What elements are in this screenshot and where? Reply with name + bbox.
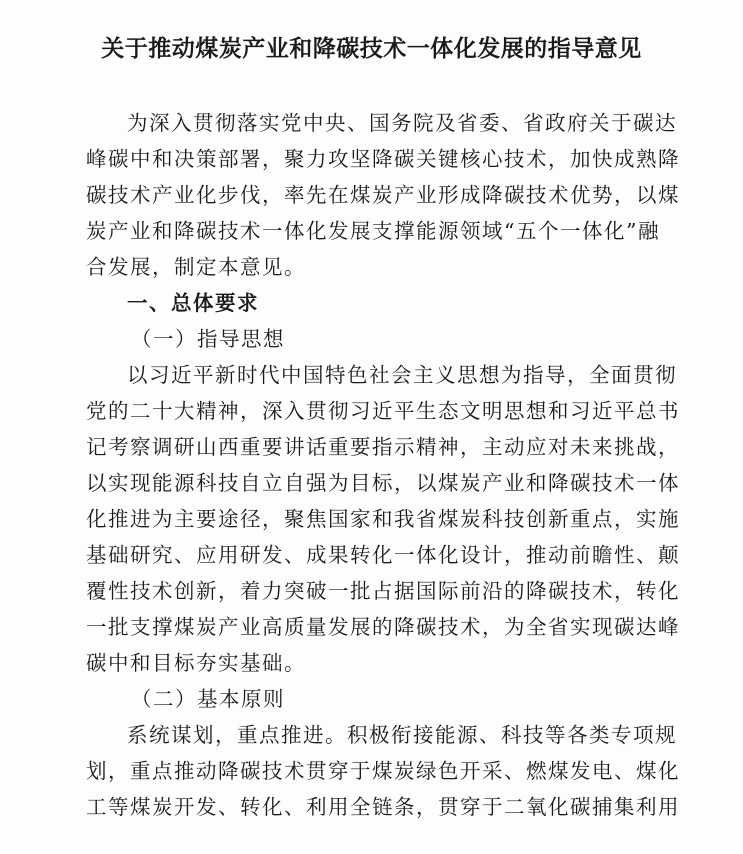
- paragraph-line: 划，重点推动降碳技术贯穿于煤炭绿色开采、燃煤发电、煤化: [86, 759, 680, 783]
- section-heading: 一、总体要求: [127, 291, 259, 315]
- paragraph-line: 合发展，制定本意见。: [86, 255, 306, 279]
- paragraph-line: 基础研究、应用研发、成果转化一体化设计，推动前瞻性、颠: [86, 543, 680, 567]
- paragraph-line: 党的二十大精神，深入贯彻习近平生态文明思想和习近平总书: [86, 399, 680, 423]
- paragraph-line: 一批支撑煤炭产业高质量发展的降碳技术，为全省实现碳达峰: [86, 615, 680, 639]
- document-title: 关于推动煤炭产业和降碳技术一体化发展的指导意见: [101, 35, 642, 62]
- paragraph-line: 覆性技术创新，着力突破一批占据国际前沿的降碳技术，转化: [86, 579, 680, 603]
- subsection-heading: （二）基本原则: [131, 687, 285, 711]
- paragraph-line: 为深入贯彻落实党中央、国务院及省委、省政府关于碳达: [127, 111, 677, 135]
- paragraph-line: 化推进为主要途径，聚焦国家和我省煤炭科技创新重点，实施: [86, 507, 680, 531]
- paragraph-line: 记考察调研山西重要讲话重要指示精神，主动应对未来挑战，: [86, 435, 680, 459]
- paragraph-line: 碳中和目标夯实基础。: [86, 651, 306, 675]
- paragraph-line: 工等煤炭开发、转化、利用全链条，贯穿于二氧化碳捕集利用: [86, 795, 680, 819]
- paragraph-line: 碳技术产业化步伐，率先在煤炭产业形成降碳技术优势，以煤: [86, 183, 680, 207]
- paragraph-line: 峰碳中和决策部署，聚力攻坚降碳关键核心技术，加快成熟降: [86, 147, 680, 171]
- paragraph-line: 系统谋划，重点推进。积极衔接能源、科技等各类专项规: [127, 723, 677, 747]
- paragraph-line: 炭产业和降碳技术一体化发展支撑能源领域“五个一体化”融: [86, 219, 660, 243]
- paragraph-line: 以实现能源科技自立自强为目标，以煤炭产业和降碳技术一体: [86, 471, 680, 495]
- subsection-heading: （一）指导思想: [131, 327, 285, 351]
- paragraph-line: 以习近平新时代中国特色社会主义思想为指导，全面贯彻: [127, 363, 677, 387]
